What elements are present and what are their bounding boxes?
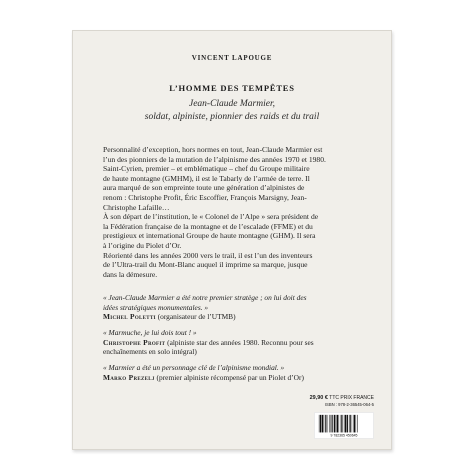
quote-text: « Jean-Claude Marmier a été notre premier stratège ; on lui doit des: [103, 293, 307, 302]
quote-text: « Marmuche, je lui dois tout ! »: [103, 328, 197, 337]
price-block: [304, 395, 374, 407]
blurb-line: À son départ de l’institution, le « Colonel de l’Alpe » sera président de: [103, 212, 319, 222]
quote-attribution: [103, 373, 383, 383]
barcode-bar: [341, 415, 342, 433]
author-name: VINCENT LAPOUGE: [191, 54, 273, 62]
barcode-bar: [325, 415, 326, 433]
barcode-bar: [331, 415, 332, 433]
blurb-line: la Fédération française de la montagne et de l’escalade (FFME) et du: [103, 221, 313, 231]
barcode-digits: 9 782365 450645: [330, 433, 358, 438]
barcode-bar: [347, 415, 348, 433]
quote-poletti: [103, 293, 383, 322]
blurb-line: aura marqué de son empreinte toute une génération d’alpinistes de: [103, 183, 305, 193]
price-line: [304, 395, 374, 401]
quote-role: (organisateur de l’UTMB): [155, 312, 236, 322]
barcode-bar: [337, 415, 338, 433]
barcode-bar: [319, 415, 320, 433]
barcode-graphic: [315, 413, 373, 438]
quote-author: Christophe Profit: [103, 337, 166, 347]
quote-prezelj: [103, 363, 383, 382]
blurb-line: de l’Ultra-trail du Mont-Blanc auquel il imprime sa marque, jusque: [103, 260, 308, 270]
book-subtitle: [73, 98, 391, 124]
barcode-bar: [329, 415, 330, 433]
barcode-bar: [356, 415, 357, 433]
barcode: [314, 412, 374, 439]
price-note: TTC PRIX FRANCE: [329, 395, 374, 401]
quote-text: « Marmier a été un personnage clé de l’alpinisme mondial. »: [103, 363, 285, 372]
blurb-line: dans la démesure.: [103, 269, 158, 279]
barcode-bar: [345, 415, 347, 433]
barcode-bar: [353, 415, 354, 433]
blurb-line: l’un des pionniers de la mutation de l’alpinisme des années 1970 et 1980.: [103, 154, 326, 164]
quote-author: Michel Poletti: [103, 312, 156, 322]
quote-author: Marko Prezelj: [103, 372, 155, 382]
blurb-line: Saint-Cyrien, premier – et emblématique – chef du Groupe militaire: [103, 164, 310, 174]
quote-role: (premier alpiniste récompensé par un Piolet d’Or): [154, 372, 304, 382]
barcode-bar: [327, 415, 328, 433]
barcode-bar: [344, 415, 345, 433]
subtitle-line: soldat, alpiniste, pionnier des raids et du trail: [144, 112, 320, 122]
blurb-line: Réorienté dans les années 2000 vers le trail, il est l’un des inventeurs: [103, 250, 313, 260]
barcode-bar: [324, 415, 325, 433]
barcode-bar: [339, 415, 340, 433]
barcode-bar: [349, 415, 350, 433]
quote-attribution: [103, 338, 383, 348]
barcode-bar: [336, 415, 337, 433]
barcode-bar: [332, 415, 333, 433]
barcode-bar: [357, 415, 358, 433]
isbn-number: ISBN : 978-2-36545-064-5: [324, 402, 374, 407]
barcode-bar: [334, 415, 336, 433]
blurb-line: renom : Christophe Profit, Éric Escoffier, François Marsigny, Jean-: [103, 192, 307, 202]
book-back-cover: [72, 30, 392, 450]
blurb-line: Christophe Lafaille…: [103, 202, 170, 212]
quote-profit: [103, 328, 383, 357]
quote-role: (alpiniste star des années 1980. Reconnu pour ses: [165, 337, 314, 347]
blurb-line: Personnalité d’exception, hors normes en tout, Jean-Claude Marmier est: [103, 145, 323, 154]
quote-text: idées stratégiques monumentales. »: [103, 302, 209, 312]
quote-role-continued: enchaînements en solo intégral): [103, 347, 197, 357]
subtitle-line: Jean-Claude Marmier,: [188, 99, 275, 109]
blurb-line: prestigieux et international Groupe de haute montagne (GHM). Il sera: [103, 231, 316, 241]
price-amount: 29,90 €: [309, 395, 328, 401]
quote-attribution: [103, 312, 383, 322]
blurb-text: [103, 145, 381, 279]
barcode-bar: [350, 415, 351, 433]
book-title: L’HOMME DES TEMPÊTES: [169, 83, 295, 93]
barcode-bar: [342, 415, 343, 433]
blurb-line: de haute montagne (GMHM), il est le Tabarly de l’armée de terre. Il: [103, 173, 310, 183]
blurb-line: à l’origine du Piolet d’Or.: [103, 240, 182, 250]
barcode-bar: [322, 415, 324, 433]
barcode-bar: [354, 415, 355, 433]
barcode-bar: [320, 415, 321, 433]
